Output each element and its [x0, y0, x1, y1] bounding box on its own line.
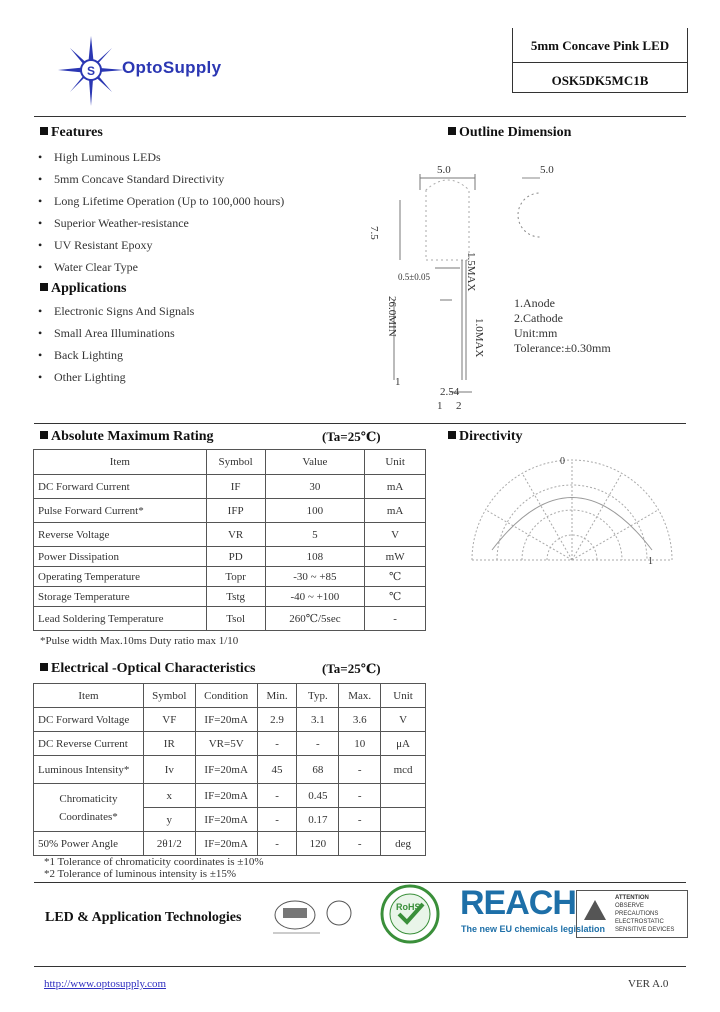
directivity-label-1: 1	[648, 556, 653, 567]
list-item: • UV Resistant Epoxy	[38, 234, 284, 256]
list-item: • Back Lighting	[38, 344, 194, 366]
electro-optical-note-1: *1 Tolerance of chromaticity coordinates is ±10%	[44, 856, 264, 868]
reach-subtitle: The new EU chemicals legislation	[461, 924, 606, 934]
table-row: DC Forward Current IF 30 mA	[34, 475, 426, 499]
tuv-cert-icon	[265, 895, 355, 939]
table-row: Operating Temperature Topr -30 ~ +85 ℃	[34, 567, 426, 587]
svg-text:S: S	[86, 64, 96, 78]
table-row: y IF=20mA - 0.17 -	[34, 808, 426, 832]
electro-optical-heading: Electrical -Optical Characteristics	[40, 661, 255, 677]
electro-optical-condition: (Ta=25℃)	[322, 661, 381, 676]
dim-body-height: 7.5	[368, 226, 380, 240]
directivity-heading: Directivity	[448, 429, 523, 445]
outline-heading: Outline Dimension	[448, 125, 571, 141]
rohs-badge-icon	[377, 884, 443, 944]
electro-optical-table	[33, 683, 426, 856]
table-header: Item Symbol Condition Min. Typ. Max. Unit	[34, 684, 426, 708]
esd-warning-icon	[583, 899, 607, 921]
list-item: • Superior Weather-resistance	[38, 212, 284, 234]
website-link[interactable]: http://www.optosupply.com	[44, 978, 167, 990]
absolute-max-note: *Pulse width Max.10ms Duty ratio max 1/10	[40, 635, 239, 647]
bottom-divider	[34, 966, 686, 967]
absolute-max-condition: (Ta=25℃)	[322, 429, 381, 444]
dim-width-1: 5.0	[437, 164, 451, 176]
list-item: • Water Clear Type	[38, 256, 284, 278]
dim-lead-width: 0.5±0.05	[398, 272, 430, 282]
table-row: DC Forward Voltage VF IF=20mA 2.9 3.1 3.6 V	[34, 708, 426, 732]
pin-2-label: 2	[456, 400, 462, 412]
table-row: DC Reverse Current IR VR=5V - - 10 μA	[34, 732, 426, 756]
table-row: 50% Power Angle 2θ1/2 IF=20mA - 120 - deg	[34, 832, 426, 856]
features-list	[38, 146, 284, 278]
version-label: VER A.0	[628, 978, 669, 990]
list-item: • Other Lighting	[38, 366, 194, 388]
footer-slogan: LED & Application Technologies	[45, 910, 242, 925]
section-divider	[34, 423, 686, 424]
rohs-label: RoHS	[396, 902, 421, 912]
directivity-chart	[462, 455, 682, 570]
dim-max-2: 1.0MAX	[473, 318, 485, 358]
optosupply-logo-icon	[58, 36, 124, 106]
absolute-max-heading: Absolute Maximum Rating	[40, 429, 214, 445]
dim-width-2: 5.0	[540, 164, 554, 176]
outline-notes: 1.Anode 2.Cathode Unit:mm Tolerance:±0.30mm	[514, 296, 611, 355]
absolute-max-table	[33, 449, 426, 631]
title-box	[512, 28, 688, 93]
pin-marker: 1	[395, 376, 401, 388]
electro-optical-note-2: *2 Tolerance of luminous intensity is ±15%	[44, 868, 237, 880]
table-row: Pulse Forward Current* IFP 100 mA	[34, 499, 426, 523]
footer-divider	[34, 882, 686, 883]
dim-pitch: 2.54	[440, 386, 460, 398]
table-row: Power Dissipation PD 108 mW	[34, 547, 426, 567]
header-divider	[34, 116, 686, 117]
company-name: OptoSupply	[122, 58, 222, 77]
part-number: OSK5DK5MC1B	[551, 73, 649, 88]
chromaticity-label: Chromaticity Coordinates*	[34, 784, 144, 832]
directivity-label-0: 0	[560, 456, 565, 467]
features-heading: Features	[40, 125, 103, 141]
attention-esd-label: ATTENTION OBSERVE PRECAUTIONS ELECTROSTATIC SENSITIVE DEVICES	[576, 890, 688, 938]
list-item: • Long Lifetime Operation (Up to 100,000 hours)	[38, 190, 284, 212]
applications-list	[38, 300, 194, 388]
reach-label: REACH	[460, 884, 576, 922]
table-row: Reverse Voltage VR 5 V	[34, 523, 426, 547]
list-item: • Electronic Signs And Signals	[38, 300, 194, 322]
list-item: • High Luminous LEDs	[38, 146, 284, 168]
product-title: 5mm Concave Pink LED	[530, 38, 670, 53]
applications-heading: Applications	[40, 281, 126, 297]
table-header: Item Symbol Value Unit	[34, 450, 426, 475]
pin-1-label: 1	[437, 400, 443, 412]
dim-max-1: 1.5MAX	[465, 252, 477, 292]
outline-drawing	[380, 160, 540, 420]
table-row: Lead Soldering Temperature Tsol 260℃/5sec -	[34, 607, 426, 631]
list-item: • 5mm Concave Standard Directivity	[38, 168, 284, 190]
dim-lead-length: 26.0MIN	[386, 296, 398, 337]
table-row: Luminous Intensity* Iv IF=20mA 45 68 - mcd	[34, 756, 426, 784]
table-row: Storage Temperature Tstg -40 ~ +100 ℃	[34, 587, 426, 607]
list-item: • Small Area Illuminations	[38, 322, 194, 344]
table-row: Chromaticity Coordinates* x IF=20mA - 0.45 -	[34, 784, 426, 808]
